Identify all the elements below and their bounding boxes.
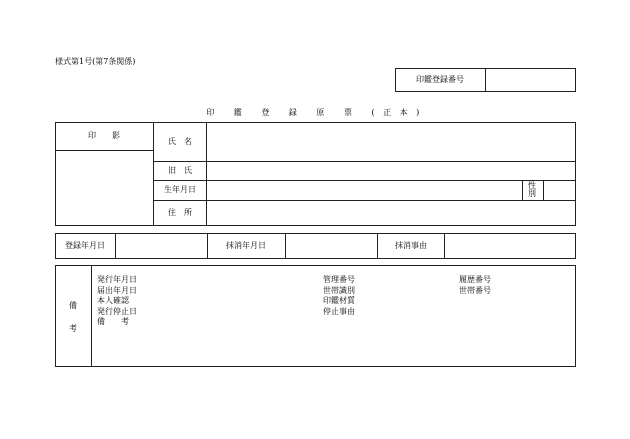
sex-label-line-2: 別 xyxy=(528,189,536,198)
remarks-item: 印鑑材質 xyxy=(323,296,355,305)
remarks-side-label-1: 備 xyxy=(69,301,77,310)
birthdate-label: 生年月日 xyxy=(164,185,196,194)
divider xyxy=(115,233,116,259)
registered-date-label: 登録年月日 xyxy=(65,241,105,250)
divider xyxy=(485,68,486,92)
remarks-item: 発行年月日 xyxy=(97,275,137,284)
name-label: 氏 名 xyxy=(168,137,192,146)
form-title: 印 鑑 登 録 原 票 (正本) xyxy=(206,108,428,117)
remarks-item: 届出年月日 xyxy=(97,285,137,295)
remarks-column-1 xyxy=(97,275,137,328)
remarks-item: 本人確認 xyxy=(97,296,129,305)
divider xyxy=(377,233,378,259)
remarks-item: 停止事由 xyxy=(323,306,355,316)
registration-row xyxy=(55,233,576,259)
remarks-item: 世帯識別 xyxy=(323,285,355,295)
divider xyxy=(285,233,286,259)
former-name-label: 旧 氏 xyxy=(168,166,192,175)
divider xyxy=(153,180,576,181)
seal-impression-area[interactable] xyxy=(56,151,152,225)
divider xyxy=(153,161,576,162)
remarks-item: 履歴番号 xyxy=(459,275,491,284)
divider xyxy=(206,122,207,226)
address-label: 住 所 xyxy=(168,208,192,217)
seal-registration-number-label: 印鑑登録番号 xyxy=(416,75,464,84)
divider xyxy=(91,265,92,367)
deleted-date-label: 抹消年月日 xyxy=(226,241,266,250)
remarks-item: 世帯番号 xyxy=(459,285,491,295)
remarks-item: 管理番号 xyxy=(323,275,355,284)
remarks-column-2 xyxy=(323,275,355,317)
remarks-side-label-2: 考 xyxy=(69,324,77,333)
remarks-item: 発行停止日 xyxy=(97,306,137,316)
sex-label-line-1: 性 xyxy=(528,181,536,190)
remarks-item: 備 考 xyxy=(97,317,129,326)
sex-label xyxy=(527,182,537,198)
divider xyxy=(153,200,576,201)
divider xyxy=(153,122,154,226)
divider xyxy=(522,180,523,200)
divider xyxy=(444,233,445,259)
remarks-column-3 xyxy=(459,275,491,296)
seal-impression-label: 印 影 xyxy=(88,131,120,140)
deletion-reason-label: 抹消事由 xyxy=(395,241,427,250)
divider xyxy=(543,180,544,200)
divider xyxy=(207,233,208,259)
form-number-label: 様式第1号(第7条関係) xyxy=(55,57,136,66)
